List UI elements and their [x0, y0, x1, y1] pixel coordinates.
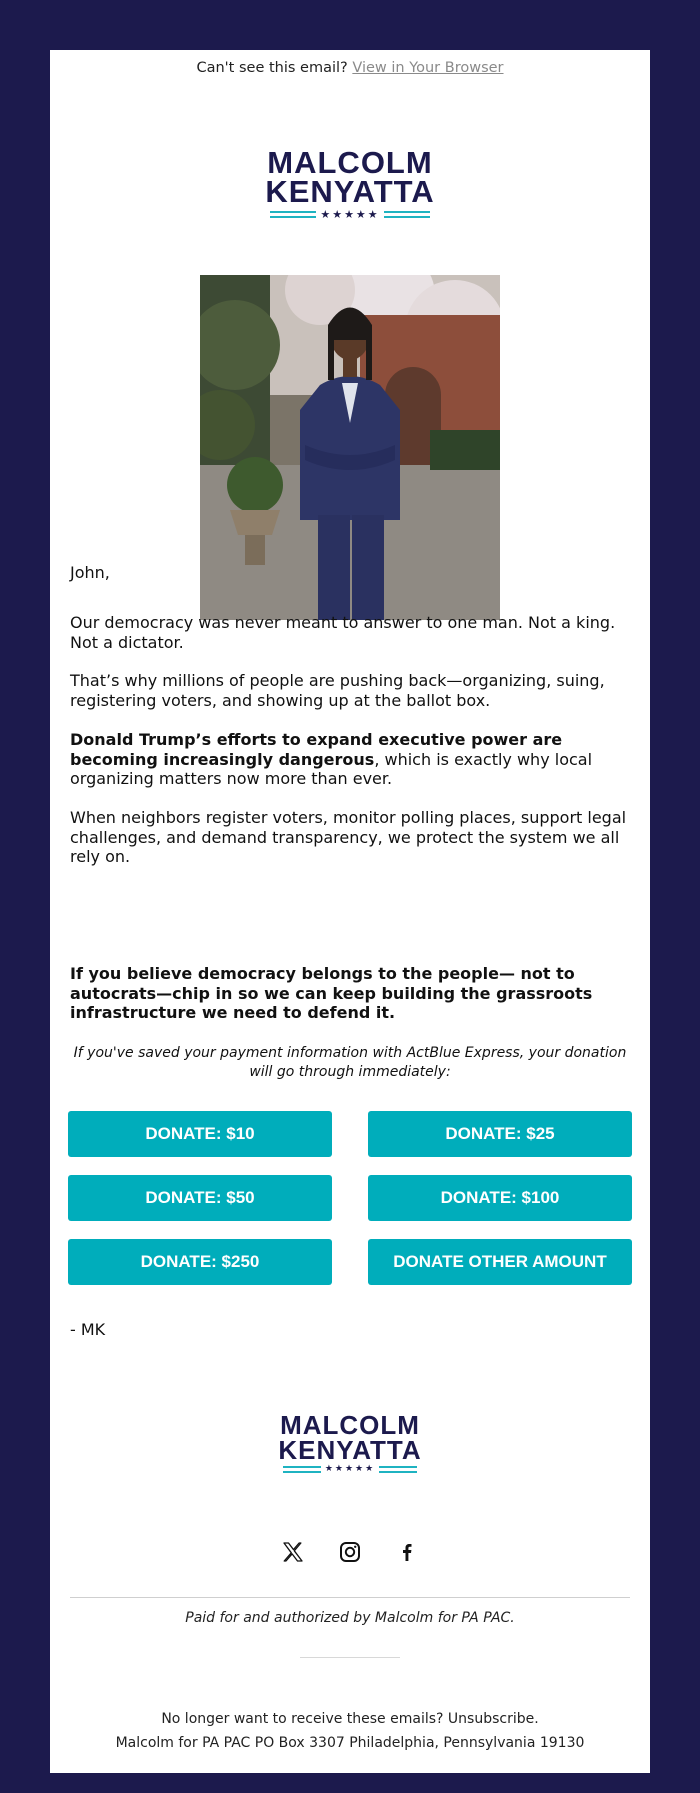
signature: - MK [70, 1320, 106, 1339]
footer-logo-line-2: KENYATTA [278, 1434, 422, 1465]
facebook-icon[interactable] [396, 1541, 418, 1563]
short-divider [300, 1657, 400, 1658]
x-icon[interactable] [282, 1541, 304, 1563]
paragraph-1: Our democracy was never meant to answer to one man. Not a king. Not a dictator. [70, 613, 616, 652]
logo-line-2: KENYATTA [265, 174, 435, 210]
paragraph-3-bold: Donald Trump’s efforts to expand executive power are becoming increasingly dangerous [70, 730, 563, 769]
paid-for-disclaimer: Paid for and authorized by Malcolm for PA PAC. [185, 1610, 515, 1626]
footer-divider [70, 1597, 630, 1598]
view-in-browser-link[interactable]: View in Your Browser [352, 60, 504, 76]
header-logo [50, 145, 650, 221]
donate-other-amount-button[interactable]: DONATE OTHER AMOUNT [368, 1239, 632, 1285]
instagram-icon[interactable] [339, 1541, 361, 1563]
logo-name [265, 145, 435, 210]
donate-50-button[interactable]: DONATE: $50 [68, 1175, 332, 1221]
donate-250-button[interactable]: DONATE: $250 [68, 1239, 332, 1285]
paragraph-3-rest: , which is exactly why local organizing matters now more than ever. [70, 749, 593, 788]
greeting: John, [70, 563, 110, 582]
donate-10-button[interactable]: DONATE: $10 [68, 1111, 332, 1157]
unsubscribe-text[interactable]: No longer want to receive these emails? Unsubscribe. [161, 1711, 539, 1727]
footer-logo-stripes [283, 1464, 417, 1474]
footer-logo [50, 1410, 650, 1474]
logo-line-1: MALCOLM [267, 145, 433, 180]
paragraph-5: If you believe democracy belongs to the people— not to autocrats—chip in so we can keep building the grassroots infrastructure we need to defend it. [70, 964, 593, 1022]
donate-100-button[interactable]: DONATE: $100 [368, 1175, 632, 1221]
footer-logo-line-1: MALCOLM [280, 1410, 420, 1440]
social-links [50, 1541, 650, 1563]
footer-logo-stars: ★★★★★ [324, 1463, 376, 1474]
actblue-express-note: If you've saved your payment information with ActBlue Express, your donation will go through immediately: [73, 1045, 627, 1080]
mailing-address: Malcolm for PA PAC PO Box 3307 Philadelphia, Pennsylvania 19130 [115, 1735, 585, 1751]
cant-see-text: Can't see this email? [196, 60, 348, 76]
footer-logo-name [278, 1410, 422, 1465]
paragraph-4: When neighbors register voters, monitor polling places, support legal challenges, and demand transparency, we protect the system we all rely on. [70, 808, 627, 866]
email-card [50, 50, 650, 1773]
paragraph-2: That’s why millions of people are pushing back—organizing, suing, registering voters, and showing up at the ballot box. [70, 671, 605, 710]
donate-25-button[interactable]: DONATE: $25 [368, 1111, 632, 1157]
logo-stars: ★★★★★ [320, 207, 380, 221]
logo-stripes [270, 209, 429, 220]
view-in-browser-line [50, 60, 650, 76]
paragraph-3 [70, 730, 630, 789]
